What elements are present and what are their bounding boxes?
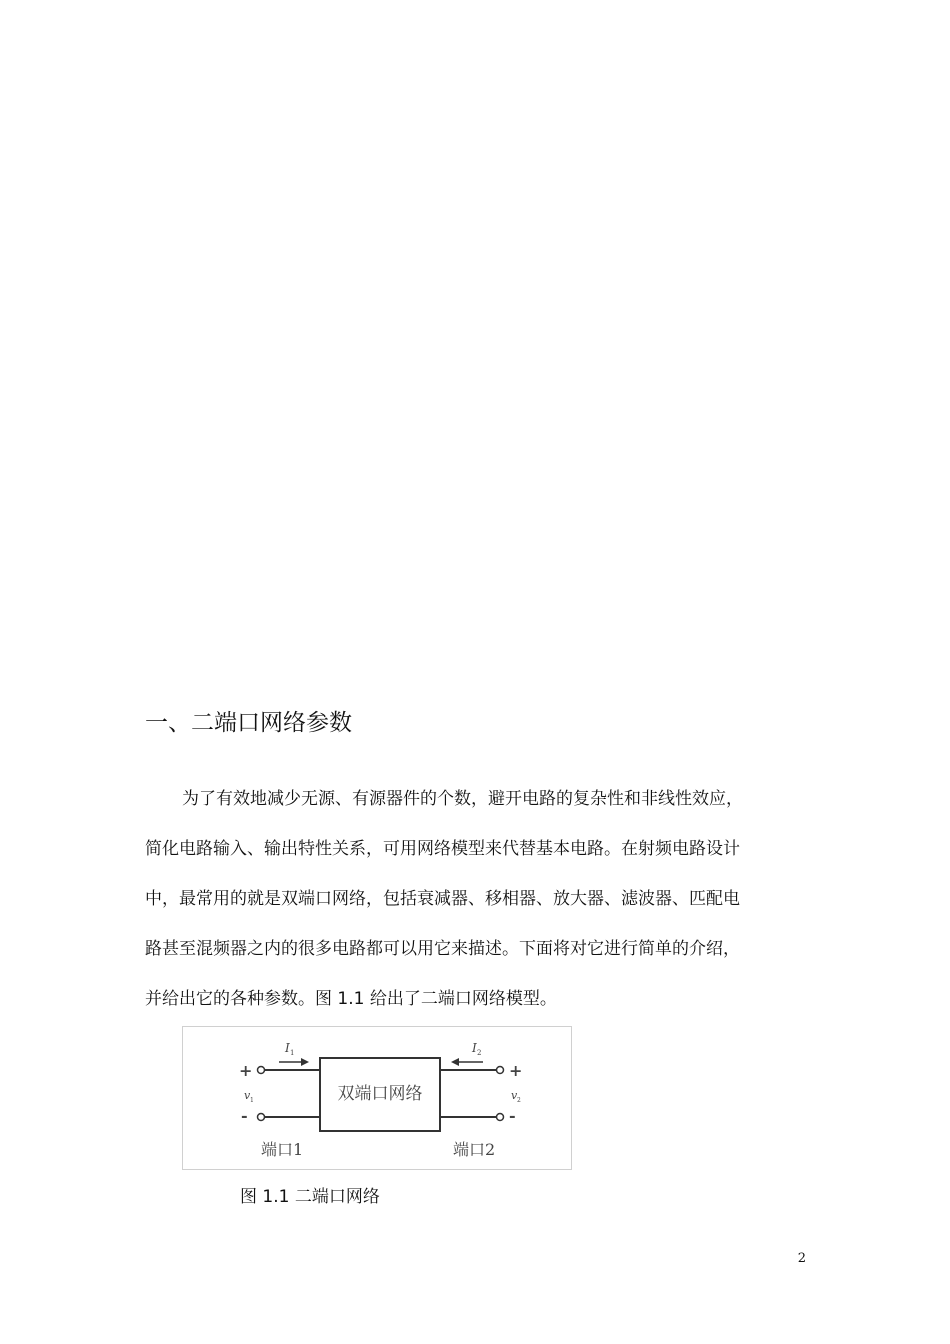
current1-label: I — [285, 1041, 290, 1055]
current2-arrow-head — [451, 1058, 459, 1066]
voltage1-label: v — [244, 1089, 251, 1102]
port2-plus-sign: + — [509, 1061, 523, 1080]
paragraph-line: 中，最常用的就是双端口网络，包括衰减器、移相器、放大器、滤波器、匹配电 — [145, 889, 740, 909]
page-number: 2 — [797, 1251, 806, 1266]
paragraph-line: 路甚至混频器之内的很多电路都可以用它来描述。下面将对它进行简单的介绍， — [145, 939, 740, 959]
current1-subscript: 1 — [290, 1049, 295, 1057]
port2-bottom-terminal — [497, 1114, 504, 1121]
current1-arrow-head — [301, 1058, 309, 1066]
figure-caption: 图 1.1 二端口网络 — [240, 1187, 380, 1207]
section-heading: 一、二端口网络参数 — [145, 710, 352, 736]
paragraph-line: 并给出它的各种参数。图 1.1 给出了二端口网络模型。 — [145, 989, 557, 1009]
voltage2-label: v — [511, 1089, 518, 1102]
current2-subscript: 2 — [477, 1049, 482, 1057]
voltage1-subscript: 1 — [250, 1097, 254, 1104]
port1-top-terminal — [258, 1067, 265, 1074]
port2-label: 端口2 — [453, 1140, 496, 1159]
port2-minus-sign: - — [509, 1106, 516, 1125]
port2-top-terminal — [497, 1067, 504, 1074]
current2-label: I — [472, 1041, 477, 1055]
port1-label: 端口1 — [261, 1140, 304, 1159]
two-port-network-figure — [182, 1026, 572, 1170]
two-port-network-diagram — [183, 1027, 571, 1169]
network-box-label: 双端口网络 — [337, 1084, 423, 1104]
port1-bottom-terminal — [258, 1114, 265, 1121]
paragraph-line: 简化电路输入、输出特性关系，可用网络模型来代替基本电路。在射频电路设计 — [145, 839, 740, 859]
port1-plus-sign: + — [239, 1061, 253, 1080]
paragraph-line: 为了有效地减少无源、有源器件的个数，避开电路的复杂性和非线性效应， — [182, 789, 743, 809]
voltage2-subscript: 2 — [517, 1097, 521, 1104]
port1-minus-sign: - — [241, 1106, 248, 1125]
